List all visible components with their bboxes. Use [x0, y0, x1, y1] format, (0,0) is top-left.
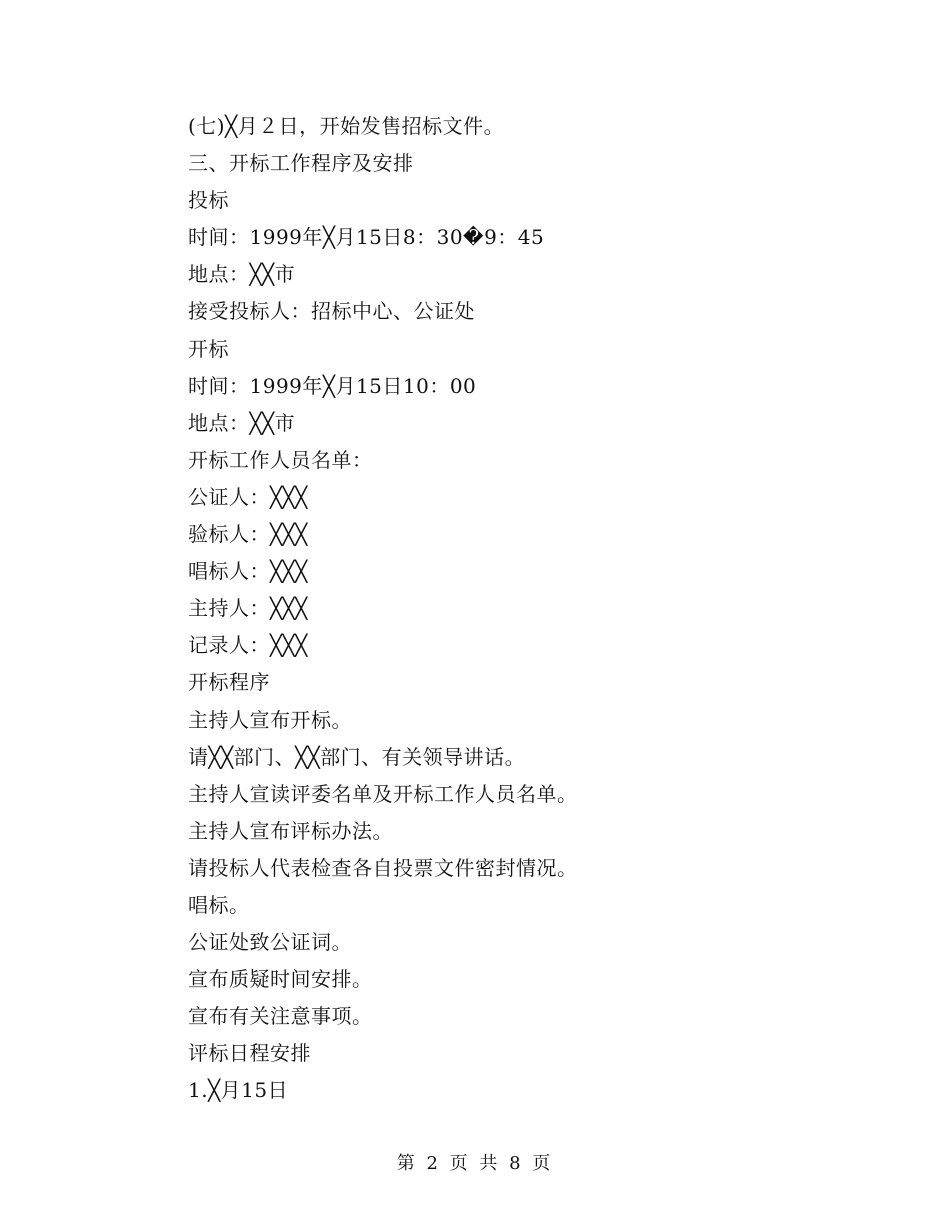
- staff-entry: 公证人：╳╳╳: [188, 484, 308, 509]
- text-line: 时间：1999年╳月15日8：30�9：45: [188, 225, 545, 250]
- document-body: [188, 108, 828, 1110]
- procedure-step: 主持人宣布评标办法。: [188, 818, 393, 843]
- procedure-step: 公证处致公证词。: [188, 930, 352, 955]
- text-line: 时间：1999年╳月15日10：00: [188, 373, 477, 398]
- subheading-opening: 开标: [188, 336, 229, 361]
- staff-entry: 唱标人：╳╳╳: [188, 559, 308, 584]
- procedure-step: 请╳╳部门、╳╳部门、有关领导讲话。: [188, 744, 526, 769]
- text-line: 开标工作人员名单：: [188, 447, 373, 472]
- page-number-footer: 第 2 页 共 8 页: [396, 1153, 554, 1174]
- procedure-step: 请投标人代表检查各自投票文件密封情况。: [188, 855, 578, 880]
- procedure-step: 宣布质疑时间安排。: [188, 967, 373, 992]
- schedule-item: 1.╳月15日: [188, 1078, 289, 1103]
- staff-entry: 记录人：╳╳╳: [188, 633, 308, 658]
- text-line: 接受投标人：招标中心、公证处: [188, 299, 475, 324]
- text-line: 地点：╳╳市: [188, 410, 296, 435]
- procedure-step: 宣布有关注意事项。: [188, 1004, 373, 1029]
- procedure-step: 主持人宣读评委名单及开标工作人员名单。: [188, 781, 578, 806]
- procedure-step: 主持人宣布开标。: [188, 707, 352, 732]
- procedure-step: 唱标。: [188, 892, 250, 917]
- text-line: 地点：╳╳市: [188, 262, 296, 287]
- staff-entry: 验标人：╳╳╳: [188, 522, 308, 547]
- subheading-schedule: 评标日程安排: [188, 1041, 311, 1066]
- subheading-bidding: 投标: [188, 188, 229, 213]
- section-heading: 三、开标工作程序及安排: [188, 151, 414, 176]
- subheading-procedure: 开标程序: [188, 670, 270, 695]
- staff-entry: 主持人：╳╳╳: [188, 596, 308, 621]
- text-line: (七)╳月２日，开始发售招标文件。: [188, 114, 505, 138]
